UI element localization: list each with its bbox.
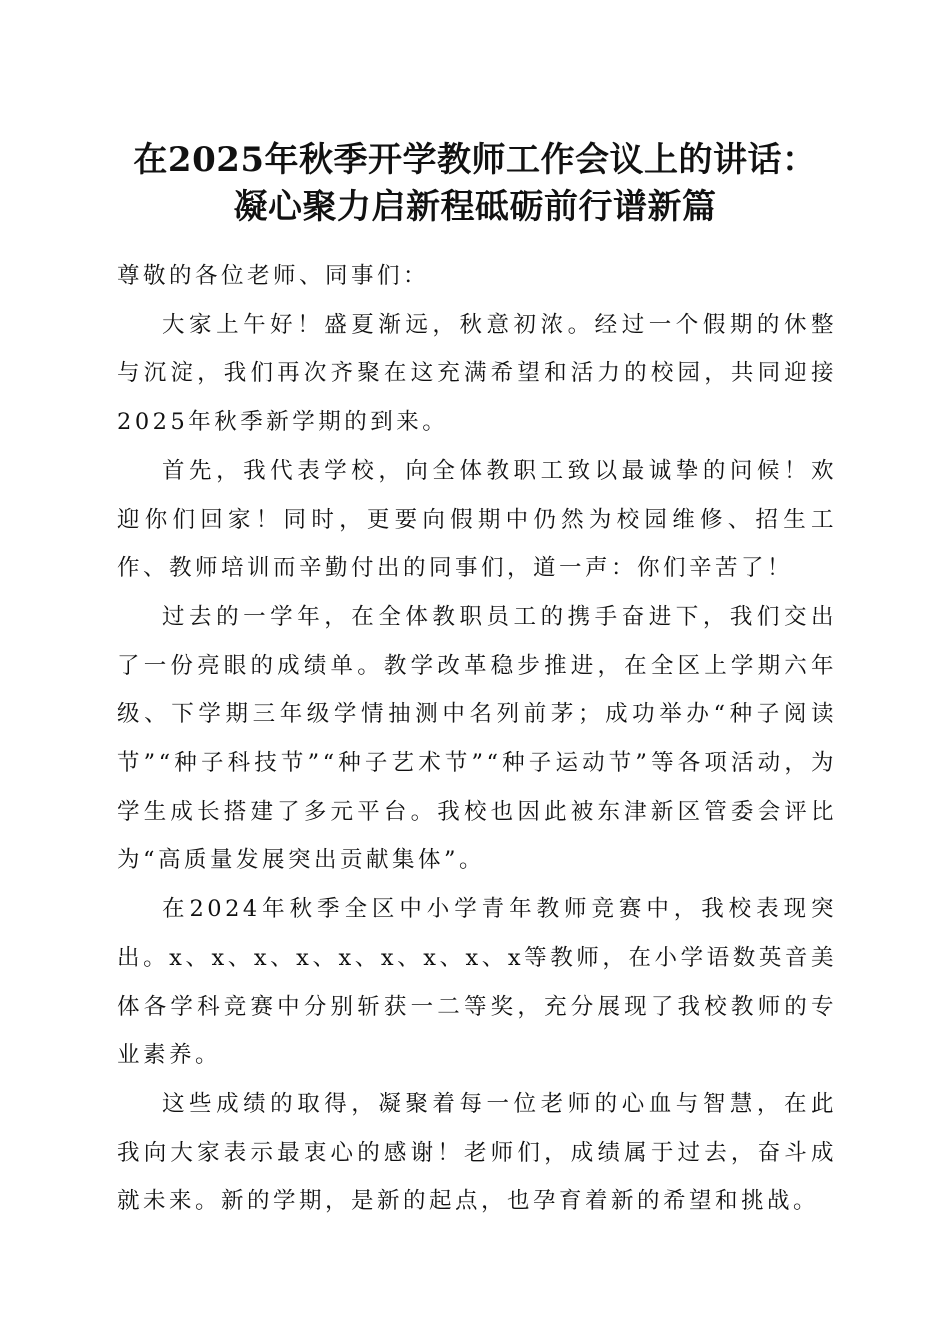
document-title-line-1: 在2025年秋季开学教师工作会议上的讲话： bbox=[133, 140, 817, 180]
salutation: 尊敬的各位老师、同事们： bbox=[117, 263, 430, 289]
paragraph-new-semester: 这些成绩的取得，凝聚着每一位老师的心血与智慧，在此我向大家表示最衷心的感谢！老师们，成绩属于过去，奋斗成就未来。新的学期，是新的起点，也孕育着新的希望和挑战。 bbox=[117, 1090, 837, 1215]
document-title-line-2: 凝心聚力启新程砥砺前行谱新篇 bbox=[233, 187, 717, 227]
paragraph-teacher-competition: 在2024年秋季全区中小学青年教师竞赛中，我校表现突出。x、x、x、x、x、x、x、x、x等教师，在小学语数英音美体各学科竞赛中分别斩获一二等奖，充分展现了我校教师的专业素养。 bbox=[117, 896, 837, 1069]
paragraph-greeting: 大家上午好！盛夏渐远，秋意初浓。经过一个假期的休整与沉淀，我们再次齐聚在这充满希望和活力的校园，共同迎接2025年秋季新学期的到来。 bbox=[117, 311, 837, 436]
paragraph-achievements: 过去的一学年，在全体教职员工的携手奋进下，我们交出了一份亮眼的成绩单。教学改革稳步推进，在全区上学期六年级、下学期三年级学情抽测中名列前茅；成功举办“种子阅读节”“种子科技节”“种子艺术节”“种子运动节”等各项活动，为学生成长搭建了多元平台。我校也因此被东津新区管委会评比为“高质量发展突出贡献集体”。 bbox=[117, 603, 837, 874]
paragraph-thanks: 首先，我代表学校，向全体教职工致以最诚挚的问候！欢迎你们回家！同时，更要向假期中仍然为校园维修、招生工作、教师培训而辛勤付出的同事们，道一声：你们辛苦了！ bbox=[117, 457, 837, 582]
speech-body bbox=[117, 252, 837, 1226]
